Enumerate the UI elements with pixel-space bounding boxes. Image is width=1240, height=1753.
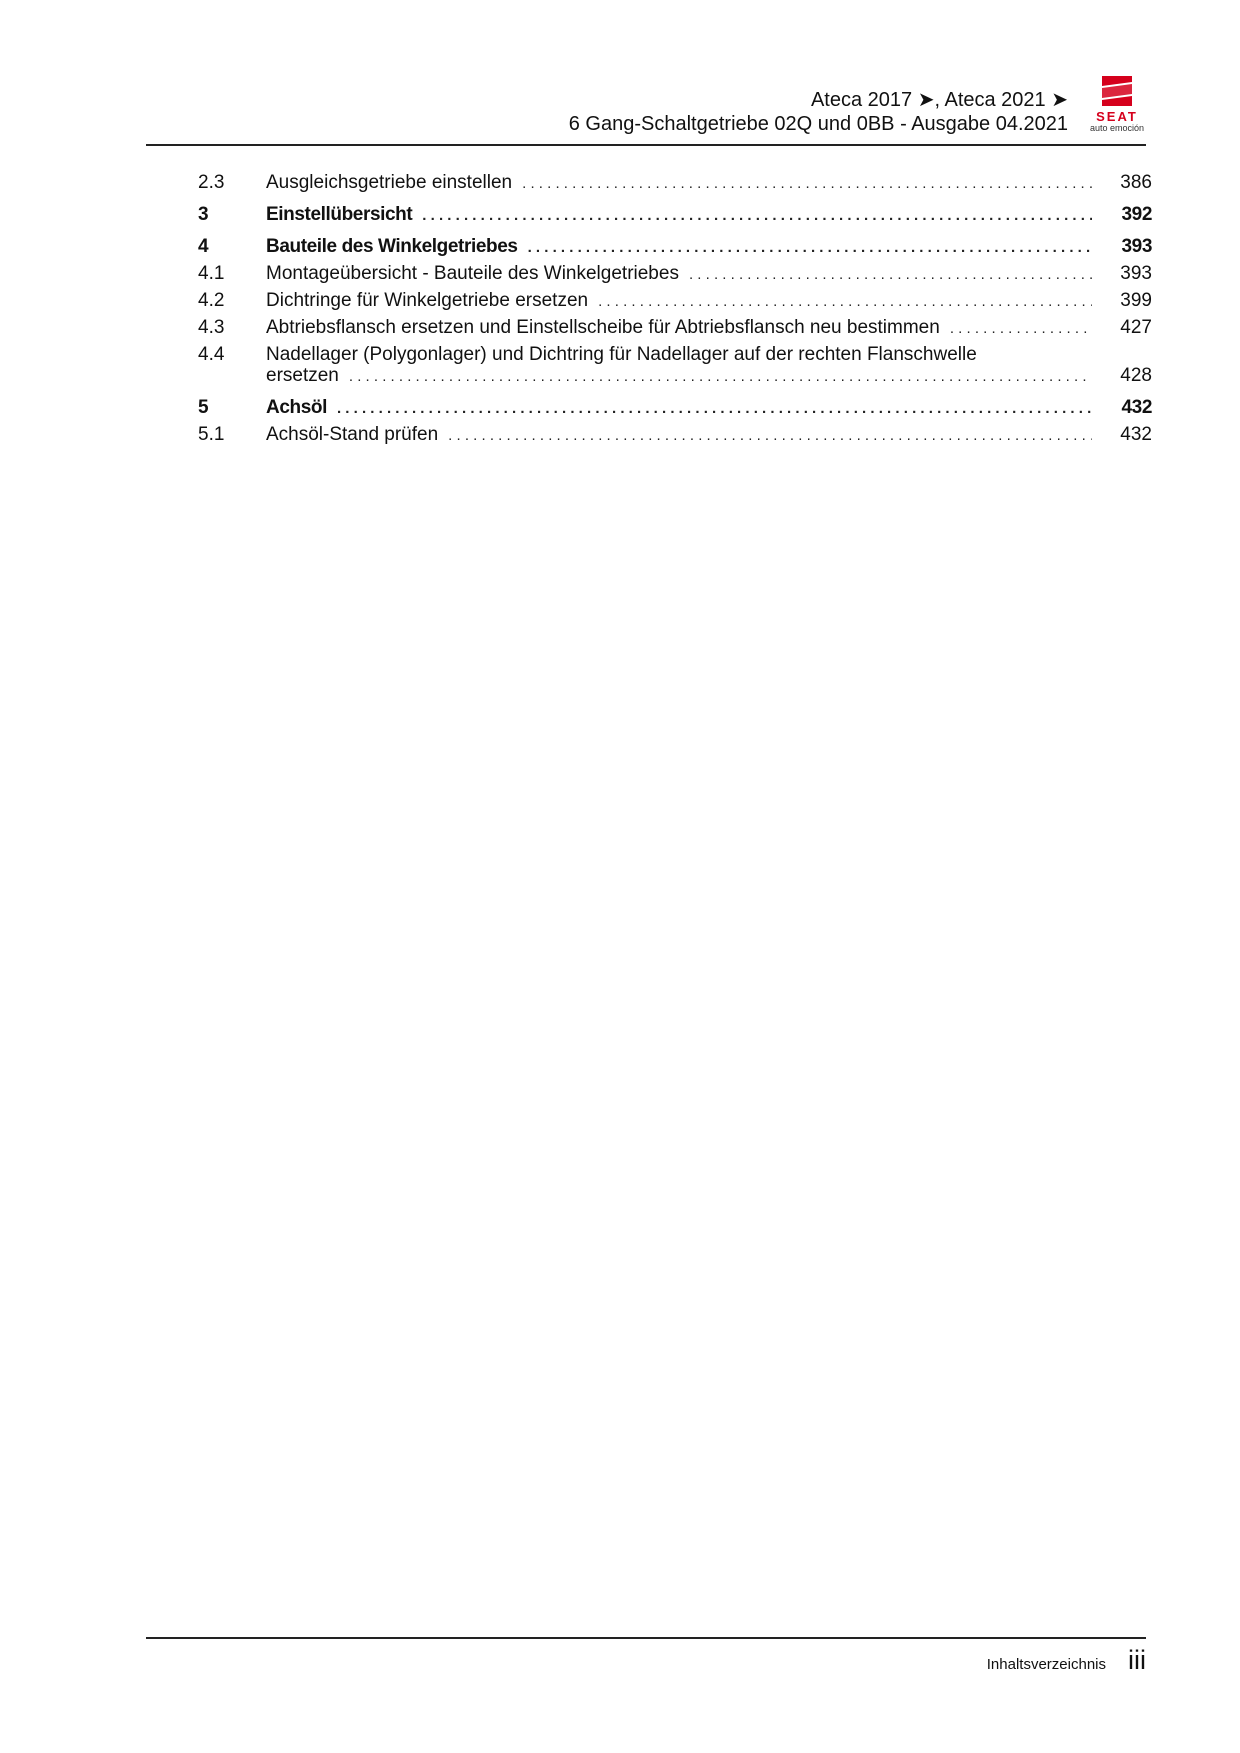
toc-entry-number: 3 — [198, 204, 209, 225]
toc-entry-page: 427 — [1120, 317, 1152, 338]
toc-entry-number: 4.1 — [198, 263, 225, 284]
toc-entry-page: 399 — [1120, 290, 1152, 311]
header-manual-title: 6 Gang-Schaltgetriebe 02Q und 0BB - Ausgabe 04.2021 — [568, 113, 1068, 135]
toc-entry-title: Abtriebsflansch ersetzen und Einstellscheibe für Abtriebsflansch neu bestimmen — [266, 317, 940, 338]
toc-leader-dots — [598, 291, 1092, 312]
toc-leader-dots — [689, 264, 1092, 285]
footer-section-title: Inhaltsverzeichnis — [986, 1656, 1106, 1673]
toc-entry[interactable] — [198, 172, 1152, 194]
seat-logo — [1084, 74, 1150, 134]
toc-entry-title: Achsöl-Stand prüfen — [266, 424, 439, 445]
header-titles — [569, 88, 1068, 136]
toc-entry-title-continued: ersetzen — [266, 365, 339, 386]
toc-leader-dots — [448, 425, 1092, 446]
toc-entry-title: Nadellager (Polygonlager) und Dichtring für Nadellager auf der rechten Flanschwelle — [266, 344, 977, 365]
toc-leader-dots — [950, 318, 1092, 339]
toc-entry-page: 428 — [1120, 365, 1152, 386]
table-of-contents — [198, 172, 1152, 446]
header-divider — [146, 144, 1146, 146]
toc-entry-number: 4.4 — [198, 344, 225, 365]
toc-entry-number: 5 — [198, 397, 209, 418]
seat-logo-icon — [1098, 74, 1136, 108]
toc-entry-number: 4.3 — [198, 317, 225, 338]
toc-entry-number: 4.2 — [198, 290, 225, 311]
toc-entry[interactable] — [198, 317, 1152, 339]
toc-entry-page: 432 — [1120, 424, 1152, 445]
footer-divider — [146, 1637, 1146, 1639]
header-model-line: Ateca 2017 ➤, Ateca 2021 ➤ — [810, 89, 1068, 111]
toc-entry[interactable] — [198, 236, 1152, 258]
toc-entry-number: 4 — [198, 236, 209, 257]
toc-entry-page: 393 — [1120, 263, 1152, 284]
toc-entry-title: Dichtringe für Winkelgetriebe ersetzen — [266, 290, 589, 311]
toc-entry[interactable] — [198, 263, 1152, 285]
toc-entry[interactable] — [198, 424, 1152, 446]
toc-entry[interactable] — [198, 204, 1152, 226]
toc-entry-number: 5.1 — [198, 424, 225, 445]
toc-entry-page: 392 — [1121, 204, 1152, 225]
toc-entry-title: Montageübersicht - Bauteile des Winkelgetriebes — [266, 263, 679, 284]
toc-entry-page: 432 — [1121, 397, 1152, 418]
toc-entry-page: 386 — [1120, 172, 1152, 193]
toc-leader-dots — [522, 173, 1092, 194]
toc-entry[interactable] — [198, 290, 1152, 312]
toc-leader-dots — [422, 205, 1092, 226]
logo-tagline: auto emoción — [1089, 123, 1145, 133]
toc-entry[interactable] — [198, 344, 1152, 387]
toc-leader-dots — [528, 237, 1092, 258]
toc-entry[interactable] — [198, 397, 1152, 419]
logo-brand: SEAT — [1096, 109, 1138, 124]
toc-entry-page: 393 — [1121, 236, 1152, 257]
toc-leader-dots — [337, 398, 1092, 419]
toc-entry-title: Ausgleichsgetriebe einstellen — [266, 172, 513, 193]
toc-entry-title: Achsöl — [266, 397, 327, 418]
toc-leader-dots — [349, 366, 1092, 387]
toc-entry-title: Einstellübersicht — [266, 204, 413, 225]
toc-entry-number: 2.3 — [198, 172, 225, 193]
page-number: iii — [1128, 1645, 1146, 1675]
toc-entry-title: Bauteile des Winkelgetriebes — [266, 236, 518, 257]
